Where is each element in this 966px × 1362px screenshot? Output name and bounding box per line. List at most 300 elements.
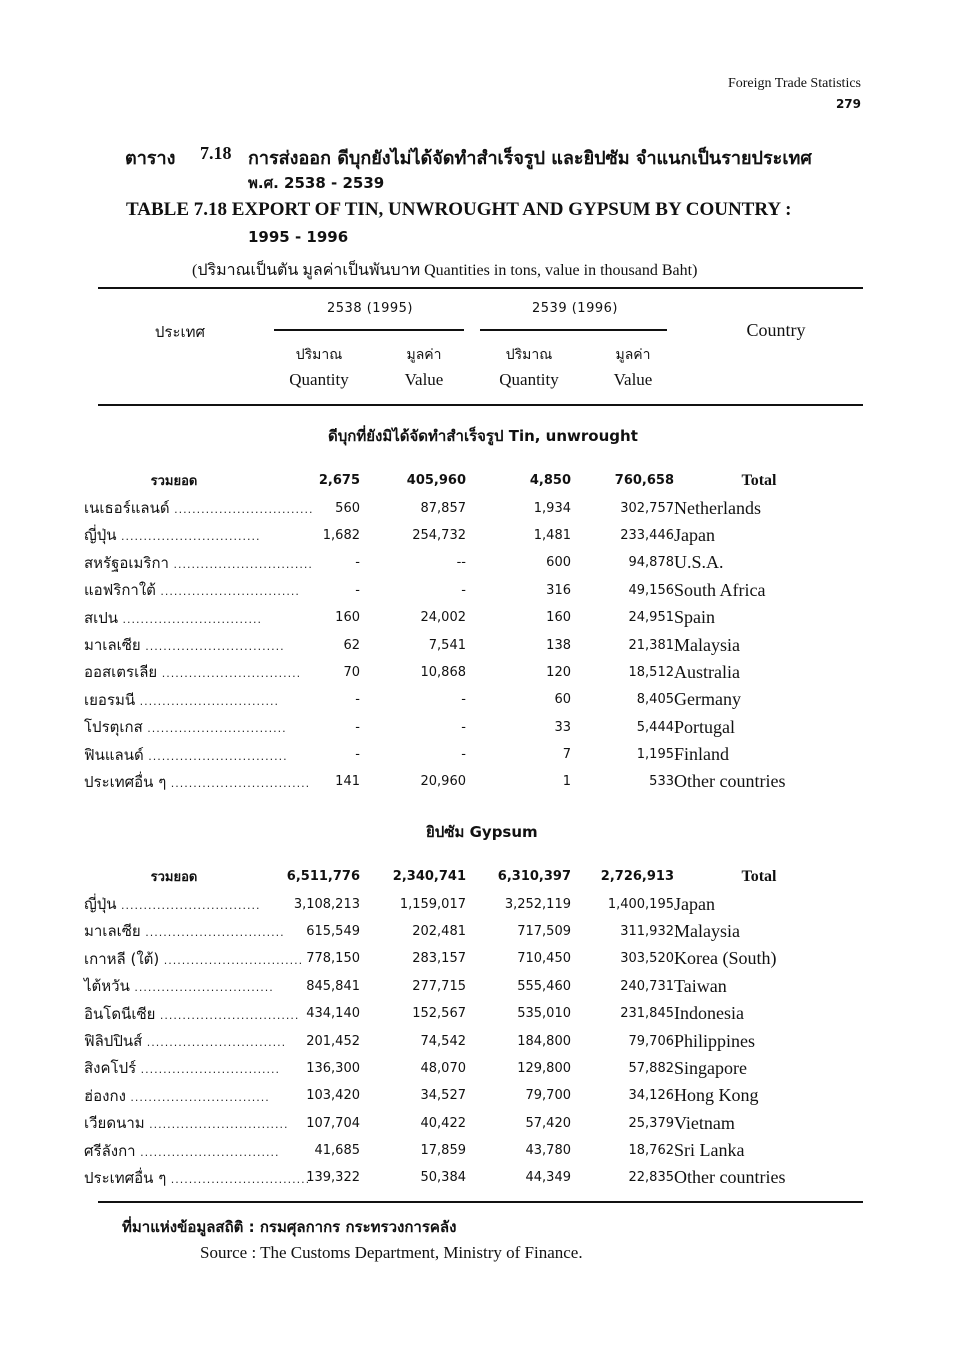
quantity-1995-cell-text: 103,420 xyxy=(306,1088,360,1104)
value-1996-cell xyxy=(571,1110,674,1137)
quantity-1996-cell xyxy=(466,741,571,768)
value-1995-cell-text: 24,002 xyxy=(420,610,466,626)
quantity-1996-cell xyxy=(466,604,571,631)
units-note: (ปริมาณเป็นตัน มูลค่าเป็นพันบาท Quantities in tons, value in thousand Baht) xyxy=(192,262,698,279)
value-1996-cell xyxy=(571,918,674,945)
country-english-cell xyxy=(674,890,844,917)
dot-leader: ............................... xyxy=(155,585,300,599)
value-1995-cell-text: 74,542 xyxy=(420,1033,466,1049)
dot-leader: ............................... xyxy=(159,953,304,967)
quantity-1996-cell-text: 1 xyxy=(562,774,571,790)
header-country-thai: ประเทศ xyxy=(154,323,206,341)
country-english-cell xyxy=(674,577,844,604)
value-1995-cell xyxy=(360,659,466,686)
value-1996-cell-text: 18,762 xyxy=(628,1143,674,1159)
value-1996-cell xyxy=(571,522,674,549)
value-1995-cell-text: - xyxy=(461,747,466,763)
country-thai-cell xyxy=(84,741,288,768)
value-1996-cell xyxy=(571,945,674,972)
quantity-1996-cell-text: 120 xyxy=(546,664,571,680)
country-english-cell xyxy=(674,659,844,686)
table-row xyxy=(84,522,844,549)
quantity-1995-cell xyxy=(264,1082,360,1109)
country-thai-cell xyxy=(84,631,285,658)
table-row xyxy=(84,1110,844,1137)
table-row xyxy=(84,714,844,741)
value-1996-cell-text: 8,405 xyxy=(636,692,674,708)
country-english-cell xyxy=(674,945,844,972)
quantity-1995-cell xyxy=(264,863,360,890)
value-1995-cell xyxy=(360,918,466,945)
country-thai-cell xyxy=(84,659,302,686)
value-1996-cell xyxy=(571,577,674,604)
quantity-1995-cell-text: 160 xyxy=(335,610,360,626)
dot-leader: ............................... xyxy=(166,776,311,790)
quantity-1996-cell xyxy=(466,659,571,686)
country-thai-cell xyxy=(84,686,280,713)
dot-leader: ............................... xyxy=(136,1063,281,1077)
quantity-1995-cell xyxy=(264,467,360,494)
value-1996-cell xyxy=(571,863,674,890)
tin-table xyxy=(84,467,844,796)
value-1995-cell xyxy=(360,1110,466,1137)
table-row xyxy=(84,1000,844,1027)
value-1995-cell xyxy=(360,686,466,713)
value-1995-cell xyxy=(360,1000,466,1027)
value-1995-cell xyxy=(360,890,466,917)
country-english-cell xyxy=(674,1082,844,1109)
country-english-cell-text: Sri Lanka xyxy=(674,1140,745,1161)
country-thai-cell-text: ญี่ปุ่น xyxy=(84,895,117,914)
table-row xyxy=(84,741,844,768)
quantity-1996-cell xyxy=(466,768,571,795)
country-thai-cell-text: อินโดนีเซีย xyxy=(84,1004,156,1023)
quantity-1996-cell-text: 184,800 xyxy=(517,1033,571,1049)
country-english-cell xyxy=(674,631,844,658)
value-1995-cell xyxy=(360,549,466,576)
quantity-1996-cell-text: 4,850 xyxy=(529,473,571,489)
country-english-cell xyxy=(674,863,844,890)
country-thai-cell xyxy=(84,1164,311,1191)
country-english-cell-text: Vietnam xyxy=(674,1112,735,1133)
country-thai-cell xyxy=(84,1110,289,1137)
value-1995-cell-text: 405,960 xyxy=(406,473,466,489)
quantity-1996-cell-text: 129,800 xyxy=(517,1060,571,1076)
quantity-1995-cell xyxy=(264,522,360,549)
quantity-1996-cell xyxy=(466,686,571,713)
value-1995-cell xyxy=(360,1055,466,1082)
publication-title: Foreign Trade Statistics xyxy=(727,76,861,91)
quantity-1996-cell-text: 600 xyxy=(546,555,571,571)
quantity-1996-cell-text: 555,460 xyxy=(517,978,571,994)
value-1995-cell xyxy=(360,1082,466,1109)
value-1996-cell xyxy=(571,686,674,713)
quantity-1996-cell-text: 138 xyxy=(546,637,571,653)
country-thai-cell xyxy=(84,549,313,576)
country-thai-cell-text: ประเทศอื่น ๆ xyxy=(84,1168,167,1187)
table-row xyxy=(84,973,844,1000)
quantity-1995-cell-text: - xyxy=(355,747,360,763)
table-row xyxy=(84,549,844,576)
quantity-1996-cell-text: 160 xyxy=(546,610,571,626)
value-1996-cell xyxy=(571,494,674,521)
dot-leader: ............................... xyxy=(166,1172,311,1186)
quantity-1996-cell-text: 33 xyxy=(554,719,571,735)
country-thai-cell-text: โปรตุเกส xyxy=(84,718,143,737)
country-thai-cell-text: เวียดนาม xyxy=(84,1114,145,1133)
dot-leader: ............................... xyxy=(116,899,261,913)
value-1995-cell xyxy=(360,945,466,972)
country-thai-cell-text: ฮ่องกง xyxy=(84,1086,126,1105)
total-row xyxy=(84,863,844,890)
value-1995-cell xyxy=(360,522,466,549)
country-english-cell xyxy=(674,1027,844,1054)
value-1996-cell-text: 533 xyxy=(649,774,674,790)
dot-leader: ............................... xyxy=(135,1145,280,1159)
value-1996-cell-text: 94,878 xyxy=(628,555,674,571)
country-thai-cell xyxy=(84,522,264,549)
quantity-1996-cell xyxy=(466,1137,571,1164)
country-thai-cell-text: รวมยอด xyxy=(150,474,198,490)
dot-leader: ............................... xyxy=(125,1090,270,1104)
dot-leader: ............................... xyxy=(168,557,313,571)
section-title-gypsum: ยิปซัม Gypsum xyxy=(426,823,538,841)
country-english-cell-text: Spain xyxy=(674,607,716,628)
value-1995-cell xyxy=(360,863,466,890)
dot-leader: ............................... xyxy=(142,722,287,736)
country-thai-cell-text: ประเทศอื่น ๆ xyxy=(84,772,167,791)
quantity-1996-cell-text: 44,349 xyxy=(525,1170,571,1186)
quantity-1996-cell xyxy=(466,973,571,1000)
country-thai-cell xyxy=(84,1137,280,1164)
table-row xyxy=(84,1055,844,1082)
country-thai-cell-text: มาเลเซีย xyxy=(84,922,141,941)
country-thai-cell-text: ไต้หวัน xyxy=(84,977,130,996)
quantity-1995-cell-text: - xyxy=(355,582,360,598)
value-1996-cell-text: 57,882 xyxy=(628,1060,674,1076)
dot-leader: ............................... xyxy=(116,530,261,544)
quantity-1995-cell-text: 201,452 xyxy=(306,1033,360,1049)
quantity-1996-cell-text: 1,934 xyxy=(533,500,571,516)
country-english-cell-text: Portugal xyxy=(674,716,735,737)
quantity-1995-cell-text: 778,150 xyxy=(306,951,360,967)
table-years-english: 1995 - 1996 xyxy=(248,228,349,246)
value-1995-cell-text: 283,157 xyxy=(412,951,466,967)
year-1996-rule xyxy=(480,329,667,331)
value-1996-cell-text: 1,400,195 xyxy=(607,896,674,912)
quantity-1996-cell-text: 7 xyxy=(562,747,571,763)
page-number: 279 xyxy=(835,97,861,111)
country-thai-cell xyxy=(84,714,287,741)
table-row xyxy=(84,659,844,686)
quantity-1995-cell-text: 434,140 xyxy=(306,1006,360,1022)
country-english-cell-text: Finland xyxy=(674,744,730,765)
value-1995-cell xyxy=(360,1027,466,1054)
quantity-1995-cell-text: - xyxy=(355,555,360,571)
quantity-1995-cell xyxy=(264,890,360,917)
gypsum-table xyxy=(84,863,844,1192)
country-english-cell xyxy=(674,1055,844,1082)
value-1996-cell xyxy=(571,741,674,768)
dot-leader: ............................... xyxy=(144,1118,289,1132)
dot-leader: ............................... xyxy=(157,667,302,681)
quantity-1995-cell-text: 70 xyxy=(343,664,360,680)
quantity-1995-cell-text: 41,685 xyxy=(314,1143,360,1159)
country-english-cell xyxy=(674,604,844,631)
value-1996-cell-text: 240,731 xyxy=(620,978,674,994)
quantity-1995-cell-text: 6,511,776 xyxy=(286,869,360,885)
country-thai-cell xyxy=(84,863,264,890)
table-row xyxy=(84,604,844,631)
table-row xyxy=(84,686,844,713)
table-row xyxy=(84,945,844,972)
country-thai-cell-text: แอฟริกาใต้ xyxy=(84,581,156,600)
quantity-1996-cell xyxy=(466,1164,571,1191)
value-1995-cell-text: 34,527 xyxy=(420,1088,466,1104)
quantity-1996-cell-text: 3,252,119 xyxy=(504,896,571,912)
country-english-cell-text: Taiwan xyxy=(674,975,727,996)
quantity-1996-cell xyxy=(466,631,571,658)
country-english-cell-text: Korea (South) xyxy=(674,948,777,969)
value-1996-cell-text: 311,932 xyxy=(620,923,674,939)
country-english-cell-text: Japan xyxy=(674,893,715,914)
table-title-english: TABLE 7.18 EXPORT OF TIN, UNWROUGHT AND GYPSUM BY COUNTRY : xyxy=(126,199,792,220)
quantity-1995-cell-text: 62 xyxy=(343,637,360,653)
quantity-1996-cell xyxy=(466,549,571,576)
running-head xyxy=(728,74,861,114)
value-1996-cell-text: 34,126 xyxy=(628,1088,674,1104)
table-row xyxy=(84,1164,844,1191)
country-english-cell-text: South Africa xyxy=(674,579,766,600)
dot-leader: ............................... xyxy=(169,503,314,517)
country-thai-cell-text: เนเธอร์แลนด์ xyxy=(84,499,170,518)
country-english-cell-text: Malaysia xyxy=(674,920,740,941)
country-thai-cell-text: เยอรมนี xyxy=(84,690,136,709)
country-thai-cell-text: ญี่ปุ่น xyxy=(84,526,117,545)
country-english-cell xyxy=(674,522,844,549)
value-1996-cell-text: 233,446 xyxy=(620,527,674,543)
quantity-1996-cell xyxy=(466,918,571,945)
value-1995-cell-text: 87,857 xyxy=(420,500,466,516)
quantity-1996-cell-text: 710,450 xyxy=(517,951,571,967)
value-1996-cell xyxy=(571,1164,674,1191)
value-1996-cell xyxy=(571,890,674,917)
value-1996-cell xyxy=(571,549,674,576)
quantity-1996-cell-text: 79,700 xyxy=(525,1088,571,1104)
table-row xyxy=(84,631,844,658)
quantity-1995-cell-text: 141 xyxy=(335,774,360,790)
country-thai-cell-text: มาเลเซีย xyxy=(84,636,141,655)
quantity-1995-cell-text: 560 xyxy=(335,500,360,516)
dot-leader: ............................... xyxy=(143,749,288,763)
value-1995-cell xyxy=(360,494,466,521)
country-thai-cell xyxy=(84,604,264,631)
quantity-1996-cell xyxy=(466,1027,571,1054)
table-row xyxy=(84,1082,844,1109)
value-1995-cell-text: 7,541 xyxy=(428,637,466,653)
country-english-cell xyxy=(674,494,844,521)
country-english-cell xyxy=(674,686,844,713)
quantity-1996-cell-text: 60 xyxy=(554,692,571,708)
quantity-1996-cell xyxy=(466,890,571,917)
country-thai-cell xyxy=(84,577,300,604)
country-english-cell xyxy=(674,973,844,1000)
quantity-1996-cell xyxy=(466,1110,571,1137)
quantity-1996-cell-text: 57,420 xyxy=(525,1115,571,1131)
country-english-cell xyxy=(674,714,844,741)
header-value-thai-1996: มูลค่า xyxy=(615,347,651,363)
country-thai-cell-text: สิงคโปร์ xyxy=(84,1059,137,1078)
value-1996-cell-text: 5,444 xyxy=(636,719,674,735)
quantity-1995-cell-text: 1,682 xyxy=(322,527,360,543)
table-row xyxy=(84,918,844,945)
header-year-1995: 2538 (1995) xyxy=(327,301,413,316)
country-english-cell-text: Total xyxy=(741,867,777,885)
value-1995-cell-text: 2,340,741 xyxy=(392,869,466,885)
quantity-1995-cell-text: - xyxy=(355,719,360,735)
country-english-cell xyxy=(674,1110,844,1137)
value-1995-cell xyxy=(360,1164,466,1191)
quantity-1995-cell-text: 615,549 xyxy=(306,923,360,939)
source-english: Source : The Customs Department, Ministry of Finance. xyxy=(200,1243,583,1262)
quantity-1995-cell-text: 139,322 xyxy=(306,1170,360,1186)
value-1996-cell xyxy=(571,768,674,795)
header-year-1996: 2539 (1996) xyxy=(532,301,618,316)
value-1995-cell xyxy=(360,1137,466,1164)
value-1995-cell-text: 277,715 xyxy=(412,978,466,994)
country-english-cell-text: Indonesia xyxy=(674,1003,744,1024)
header-value-thai-1995: มูลค่า xyxy=(406,347,442,363)
value-1995-cell-text: 50,384 xyxy=(420,1170,466,1186)
value-1995-cell xyxy=(360,467,466,494)
value-1996-cell-text: 760,658 xyxy=(614,473,674,489)
country-thai-cell xyxy=(84,1000,300,1027)
header-bottom-rule xyxy=(98,404,863,406)
country-english-cell-text: Other countries xyxy=(674,771,786,792)
quantity-1995-cell-text: 107,704 xyxy=(306,1115,360,1131)
country-english-cell-text: Other countries xyxy=(674,1167,786,1188)
value-1996-cell xyxy=(571,1082,674,1109)
value-1995-cell-text: 1,159,017 xyxy=(399,896,466,912)
value-1995-cell xyxy=(360,604,466,631)
value-1995-cell xyxy=(360,973,466,1000)
value-1996-cell xyxy=(571,973,674,1000)
table-row xyxy=(84,494,844,521)
value-1995-cell-text: 40,422 xyxy=(420,1115,466,1131)
value-1996-cell xyxy=(571,631,674,658)
value-1995-cell-text: 17,859 xyxy=(420,1143,466,1159)
header-value-english-1996: Value xyxy=(613,370,653,389)
value-1996-cell xyxy=(571,604,674,631)
value-1996-cell-text: 303,520 xyxy=(620,951,674,967)
value-1995-cell-text: 202,481 xyxy=(412,923,466,939)
value-1996-cell xyxy=(571,1137,674,1164)
value-1995-cell-text: 152,567 xyxy=(412,1006,466,1022)
table-row xyxy=(84,768,844,795)
country-thai-cell-text: รวมยอด xyxy=(150,870,198,886)
header-quantity-english-1995: Quantity xyxy=(289,370,349,389)
table-row xyxy=(84,1027,844,1054)
country-thai-cell-text: ออสเตรเลีย xyxy=(84,663,158,682)
quantity-1995-cell xyxy=(264,604,360,631)
country-english-cell xyxy=(674,768,844,795)
value-1996-cell-text: 49,156 xyxy=(628,582,674,598)
section-title-tin: ดีบุกที่ยังมิได้จัดทำสำเร็จรูป Tin, unwrought xyxy=(328,427,638,445)
country-english-cell-text: Total xyxy=(741,471,777,489)
table-row xyxy=(84,577,844,604)
value-1996-cell xyxy=(571,1027,674,1054)
quantity-1995-cell xyxy=(264,973,360,1000)
value-1995-cell xyxy=(360,741,466,768)
value-1995-cell-text: - xyxy=(461,719,466,735)
quantity-1996-cell xyxy=(466,863,571,890)
country-thai-cell xyxy=(84,1082,270,1109)
source-thai: ที่มาแห่งข้อมูลสถิติ : กรมศุลกากร กระทรวงการคลัง xyxy=(122,1218,457,1236)
value-1995-cell xyxy=(360,768,466,795)
quantity-1996-cell xyxy=(466,714,571,741)
country-thai-cell-text: ฟินแลนด์ xyxy=(84,745,144,764)
quantity-1996-cell xyxy=(466,577,571,604)
header-value-english-1995: Value xyxy=(404,370,444,389)
value-1996-cell-text: 1,195 xyxy=(636,747,674,763)
country-english-cell-text: Germany xyxy=(674,689,741,710)
country-english-cell xyxy=(674,467,844,494)
quantity-1996-cell xyxy=(466,522,571,549)
value-1996-cell-text: 18,512 xyxy=(628,664,674,680)
quantity-1996-cell-text: 1,481 xyxy=(533,527,571,543)
dot-leader: ............................... xyxy=(142,1036,287,1050)
country-thai-cell-text: สเปน xyxy=(84,608,119,627)
country-thai-cell xyxy=(84,1027,287,1054)
header-quantity-thai-1996: ปริมาณ xyxy=(505,347,553,363)
country-english-cell-text: Netherlands xyxy=(674,497,761,518)
country-thai-cell xyxy=(84,890,264,917)
table-bottom-rule xyxy=(98,1201,863,1203)
country-english-cell xyxy=(674,918,844,945)
value-1995-cell-text: 48,070 xyxy=(420,1060,466,1076)
header-quantity-english-1996: Quantity xyxy=(499,370,559,389)
country-english-cell xyxy=(674,1164,844,1191)
country-english-cell xyxy=(674,1000,844,1027)
quantity-1995-cell-text: 845,841 xyxy=(306,978,360,994)
year-1995-rule xyxy=(274,329,464,331)
value-1995-cell-text: 254,732 xyxy=(412,527,466,543)
country-thai-cell-text: ศรีลังกา xyxy=(84,1141,136,1160)
header-quantity-thai-1995: ปริมาณ xyxy=(295,347,343,363)
country-english-cell-text: Malaysia xyxy=(674,634,740,655)
value-1996-cell-text: 22,835 xyxy=(628,1170,674,1186)
table-row xyxy=(84,1137,844,1164)
country-english-cell xyxy=(674,741,844,768)
country-thai-cell xyxy=(84,918,285,945)
value-1996-cell-text: 302,757 xyxy=(620,500,674,516)
dot-leader: ............................... xyxy=(140,640,285,654)
value-1995-cell-text: 10,868 xyxy=(420,664,466,680)
value-1995-cell-text: 20,960 xyxy=(420,774,466,790)
country-thai-cell xyxy=(84,467,264,494)
value-1996-cell xyxy=(571,1055,674,1082)
value-1995-cell xyxy=(360,714,466,741)
value-1996-cell xyxy=(571,1000,674,1027)
quantity-1996-cell-text: 316 xyxy=(546,582,571,598)
value-1996-cell xyxy=(571,467,674,494)
quantity-1996-cell-text: 717,509 xyxy=(517,923,571,939)
table-row xyxy=(84,890,844,917)
total-row xyxy=(84,467,844,494)
dot-leader: ............................... xyxy=(135,694,280,708)
country-thai-cell xyxy=(84,1055,281,1082)
country-thai-cell-text: เกาหลี (ใต้) xyxy=(84,949,160,968)
